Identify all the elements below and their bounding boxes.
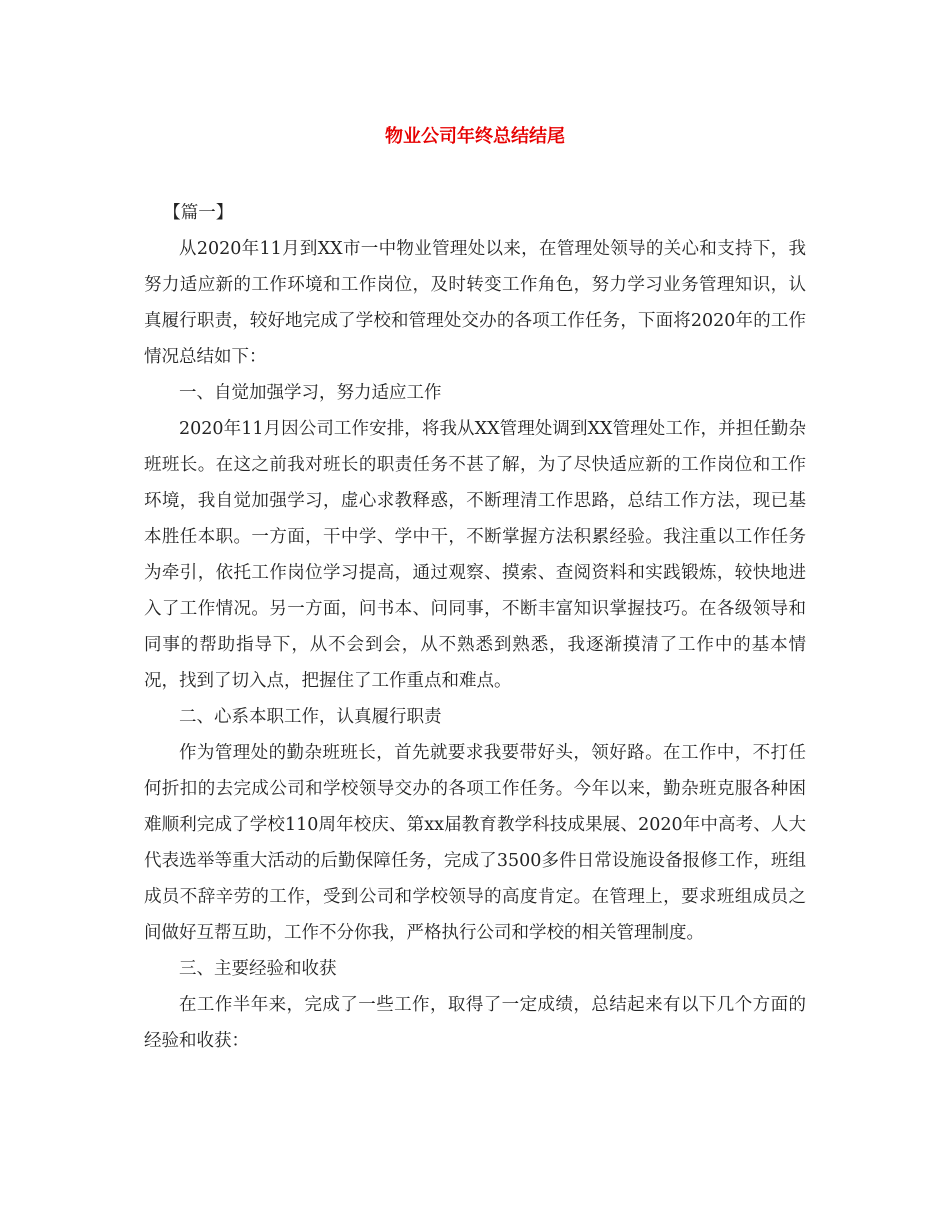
section-heading-2: 二、心系本职工作，认真履行职责: [179, 707, 442, 727]
section-mark: 【篇一】: [163, 203, 234, 223]
document-title: 物业公司年终总结结尾: [385, 126, 565, 147]
paragraph-section-3: 在工作半年来，完成了一些工作，取得了一定成绩，总结起来有以下几个方面的经验和收获：: [144, 995, 806, 1051]
section-heading-3: 三、主要经验和收获: [179, 959, 337, 979]
paragraph-section-1: 2020年11月因公司工作安排，将我从XX管理处调到XX管理处工作，并担任勤杂班班长。在这之前我对班长的职责任务不甚了解，为了尽快适应新的工作岗位和工作环境，我自觉加强学习，虚心求教释惑，不断理清工作思路，总结工作方法，现已基本胜任本职。一方面，干中学、学中干，不断掌握方法积累经验。我注重以工作任务为牵引，依托工作岗位学习提高，通过观察、摸索、查阅资料和实践锻炼，较快地进入了工作情况。另一方面，问书本、问同事，不断丰富知识掌握技巧。在各级领导和同事的帮助指导下，从不会到会，从不熟悉到熟悉，我逐渐摸清了工作中的基本情况，找到了切入点，把握住了工作重点和难点。: [144, 419, 806, 691]
paragraph-intro: 从2020年11月到XX市一中物业管理处以来，在管理处领导的关心和支持下，我努力适应新的工作环境和工作岗位，及时转变工作角色，努力学习业务管理知识，认真履行职责，较好地完成了学校和管理处交办的各项工作任务，下面将2020年的工作情况总结如下：: [144, 239, 806, 367]
section-heading-1: 一、自觉加强学习，努力适应工作: [179, 383, 442, 403]
document-body: [144, 195, 806, 1059]
paragraph-section-2: 作为管理处的勤杂班班长，首先就要求我要带好头，领好路。在工作中，不打任何折扣的去完成公司和学校领导交办的各项工作任务。今年以来，勤杂班克服各种困难顺利完成了学校110周年校庆、第xx届教育教学科技成果展、2020年中高考、人大代表选举等重大活动的后勤保障任务，完成了3500多件日常设施设备报修工作，班组成员不辞辛劳的工作，受到公司和学校领导的高度肯定。在管理上，要求班组成员之间做好互帮互助，工作不分你我，严格执行公司和学校的相关管理制度。: [144, 743, 806, 943]
